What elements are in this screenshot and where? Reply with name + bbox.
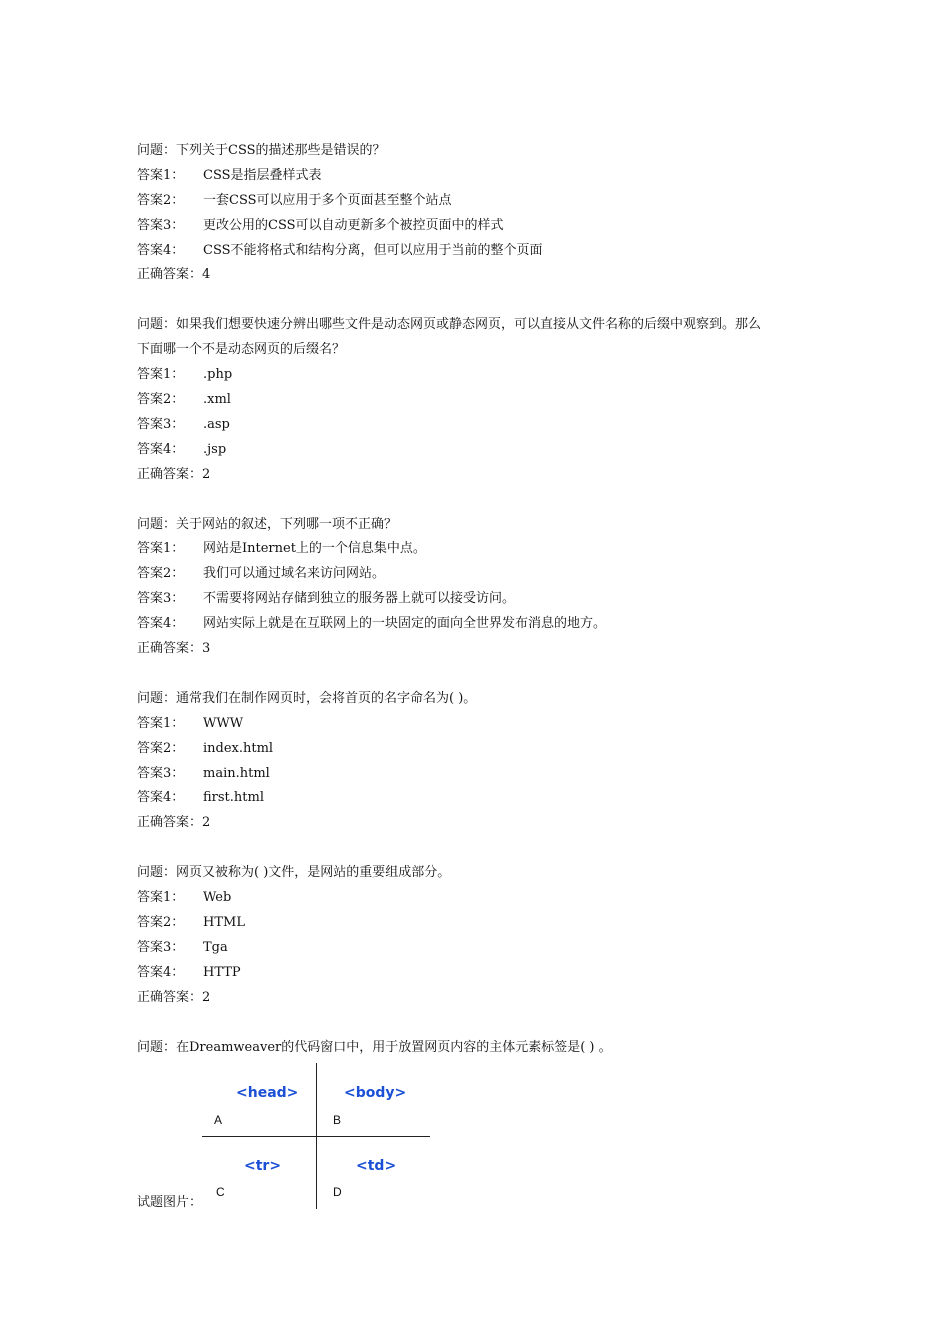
answer-option xyxy=(137,936,837,961)
answer-option xyxy=(137,737,837,762)
answer-option xyxy=(137,712,837,737)
answer-text: main.html xyxy=(203,765,270,781)
answer-text: .asp xyxy=(203,416,230,432)
answer-option xyxy=(137,438,837,463)
answer-text: 不需要将网站存储到独立的服务器上就可以接受访问。 xyxy=(203,591,516,607)
answer-option xyxy=(137,537,837,562)
correct-answer: 正确答案：3 xyxy=(137,641,211,657)
option-b-tag: <body> xyxy=(344,1084,407,1101)
answer-label: 答案2： xyxy=(137,566,185,582)
answer-label: 答案4： xyxy=(137,790,185,806)
answer-option xyxy=(137,911,837,936)
answer-option xyxy=(137,164,837,189)
answer-label: 答案2： xyxy=(137,740,185,756)
answer-text: first.html xyxy=(203,790,264,806)
answer-option xyxy=(137,413,837,438)
answer-text: .jsp xyxy=(203,441,227,457)
answer-label: 答案3： xyxy=(137,765,185,781)
correct-answer: 正确答案：2 xyxy=(137,989,211,1005)
question-figure-row xyxy=(137,1061,837,1221)
answer-label: 答案1： xyxy=(137,367,185,383)
answer-label: 答案1： xyxy=(137,541,185,557)
answer-label: 答案3： xyxy=(137,591,185,607)
answer-label: 答案2： xyxy=(137,915,185,931)
answer-option xyxy=(137,587,837,612)
question-text: 问题：网页又被称为( )文件，是网站的重要组成部分。 xyxy=(137,865,451,881)
option-a-letter: A xyxy=(214,1112,223,1127)
answer-option xyxy=(137,961,837,986)
option-d-tag: <td> xyxy=(356,1157,397,1174)
answer-text: HTML xyxy=(203,915,245,931)
option-a-tag: <head> xyxy=(236,1084,299,1101)
answer-label: 答案1： xyxy=(137,890,185,906)
answer-text: .xml xyxy=(203,392,231,408)
answer-label: 答案1： xyxy=(137,715,185,731)
question-block-4 xyxy=(137,687,837,836)
option-c-tag: <tr> xyxy=(244,1157,282,1174)
question-text: 问题：通常我们在制作网页时，会将首页的名字命名为( )。 xyxy=(137,690,477,706)
answer-option xyxy=(137,189,837,214)
answer-text: CSS是指层叠样式表 xyxy=(203,167,322,183)
correct-answer: 正确答案：2 xyxy=(137,466,211,482)
figure-label: 试题图片： xyxy=(137,1194,203,1210)
question-text: 问题：在Dreamweaver的代码窗口中，用于放置网页内容的主体元素标签是( ) 。 xyxy=(137,1039,612,1055)
question-block-1 xyxy=(137,139,837,288)
tag-options-figure xyxy=(202,1063,430,1209)
answer-label: 答案4： xyxy=(137,616,185,632)
answer-option xyxy=(137,214,837,239)
answer-option xyxy=(137,363,837,388)
option-b-letter: B xyxy=(333,1112,342,1127)
answer-label: 答案3： xyxy=(137,416,185,432)
answer-option xyxy=(137,612,837,637)
answer-label: 答案3： xyxy=(137,217,185,233)
answer-text: 网站是Internet上的一个信息集中点。 xyxy=(203,541,426,557)
answer-text: 我们可以通过域名来访问网站。 xyxy=(203,566,386,582)
answer-text: WWW xyxy=(203,715,244,731)
option-c-letter: C xyxy=(216,1184,225,1199)
answer-label: 答案2： xyxy=(137,392,185,408)
grid-horizontal-divider xyxy=(202,1136,430,1137)
answer-label: 答案1： xyxy=(137,167,185,183)
answer-text: CSS不能将格式和结构分离，但可以应用于当前的整个页面 xyxy=(203,242,543,258)
question-text: 问题：关于网站的叙述，下列哪一项不正确？ xyxy=(137,516,398,532)
answer-text: .php xyxy=(203,367,233,383)
answer-option xyxy=(137,886,837,911)
question-text-line-1: 问题：如果我们想要快速分辨出哪些文件是动态网页或静态网页，可以直接从文件名称的后缀中观察到。那么 xyxy=(137,317,762,333)
question-block-6 xyxy=(137,1036,837,1221)
answer-option xyxy=(137,786,837,811)
answer-option xyxy=(137,388,837,413)
answer-label: 答案2： xyxy=(137,192,185,208)
answer-label: 答案4： xyxy=(137,441,185,457)
answer-text: Web xyxy=(203,890,232,906)
question-block-3 xyxy=(137,513,837,662)
correct-answer: 正确答案：4 xyxy=(137,267,211,283)
answer-label: 答案3： xyxy=(137,939,185,955)
answer-text: 网站实际上就是在互联网上的一块固定的面向全世界发布消息的地方。 xyxy=(203,616,607,632)
answer-text: Tga xyxy=(203,939,228,955)
question-block-5 xyxy=(137,861,837,1010)
answer-label: 答案4： xyxy=(137,964,185,980)
answer-text: index.html xyxy=(203,740,274,756)
option-d-letter: D xyxy=(333,1184,342,1199)
answer-option xyxy=(137,239,837,264)
answer-text: HTTP xyxy=(203,964,241,980)
answer-text: 一套CSS可以应用于多个页面甚至整个站点 xyxy=(203,192,452,208)
question-text-line-2: 下面哪一个不是动态网页的后缀名？ xyxy=(137,342,346,358)
question-text: 问题：下列关于CSS的描述那些是错误的？ xyxy=(137,143,386,158)
answer-text: 更改公用的CSS可以自动更新多个被控页面中的样式 xyxy=(203,217,504,233)
answer-option xyxy=(137,762,837,787)
quiz-document xyxy=(137,139,837,1246)
answer-label: 答案4： xyxy=(137,242,185,258)
correct-answer: 正确答案：2 xyxy=(137,815,211,831)
answer-option xyxy=(137,562,837,587)
question-block-2 xyxy=(137,313,837,487)
